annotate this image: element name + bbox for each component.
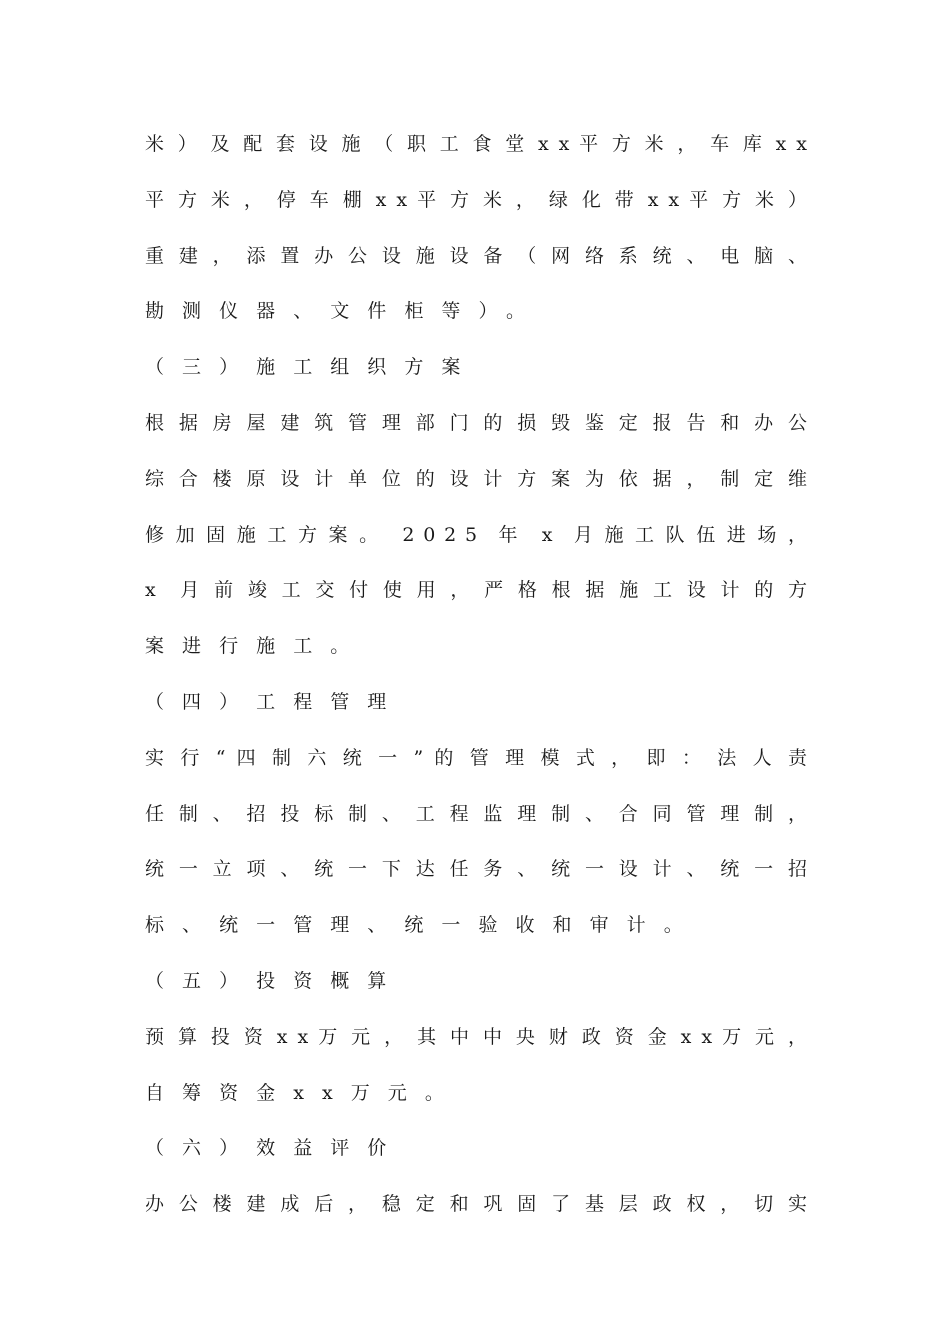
text-line: 勘测仪器、文件柜等）。 <box>145 300 544 323</box>
text-line: 统 一 立 项 、 统 一 下 达 任 务 、 统 一 设 计 、 统 一 招 <box>145 858 807 881</box>
text-line: 综 合 楼 原 设 计 单 位 的 设 计 方 案 为 依 据 ， 制 定 维 <box>145 467 807 490</box>
text-line: x 月 前 竣 工 交 付 使 用 ， 严 格 根 据 施 工 设 计 的 方 <box>145 579 807 602</box>
text-line: 案进行施工。 <box>145 635 368 658</box>
text-line: （三）施工组织方案 <box>145 356 479 379</box>
text-line: 自筹资金xx万元。 <box>145 1081 462 1104</box>
text-line: （四）工程管理 <box>145 690 405 713</box>
document-body <box>145 117 807 1233</box>
text-line: 标、统一管理、统一验收和审计。 <box>145 914 701 937</box>
text-line: 任 制 、 招 投 标 制 、 工 程 监 理 制 、 合 同 管 理 制 ， <box>145 802 807 825</box>
text-line: 重 建 ， 添 置 办 公 设 施 设 备 （ 网 络 系 统 、 电 脑 、 <box>145 244 807 267</box>
text-line: 修 加 固 施 工 方 案 。 2 0 2 5 年 x 月 施 工 队 伍 进 场 ， <box>145 523 807 546</box>
text-line: （五）投资概算 <box>145 969 405 992</box>
text-line: （六）效益评价 <box>145 1137 405 1160</box>
text-line: 办 公 楼 建 成 后 ， 稳 定 和 巩 固 了 基 层 政 权 ， 切 实 <box>145 1193 807 1216</box>
text-line: 米 ） 及 配 套 设 施 （ 职 工 食 堂 x x 平 方 米 ， 车 库 x x <box>145 133 807 155</box>
text-line: 根 据 房 屋 建 筑 管 理 部 门 的 损 毁 鉴 定 报 告 和 办 公 <box>145 411 807 434</box>
text-line: 实 行 “ 四 制 六 统 一 ” 的 管 理 模 式 ， 即 ： 法 人 责 <box>145 746 807 769</box>
text-line: 平 方 米 ， 停 车 棚 x x 平 方 米 ， 绿 化 带 x x 平 方 米 ） <box>145 188 807 211</box>
text-line: 预 算 投 资 x x 万 元 ， 其 中 中 央 财 政 资 金 x x 万 元 ， <box>145 1025 807 1048</box>
